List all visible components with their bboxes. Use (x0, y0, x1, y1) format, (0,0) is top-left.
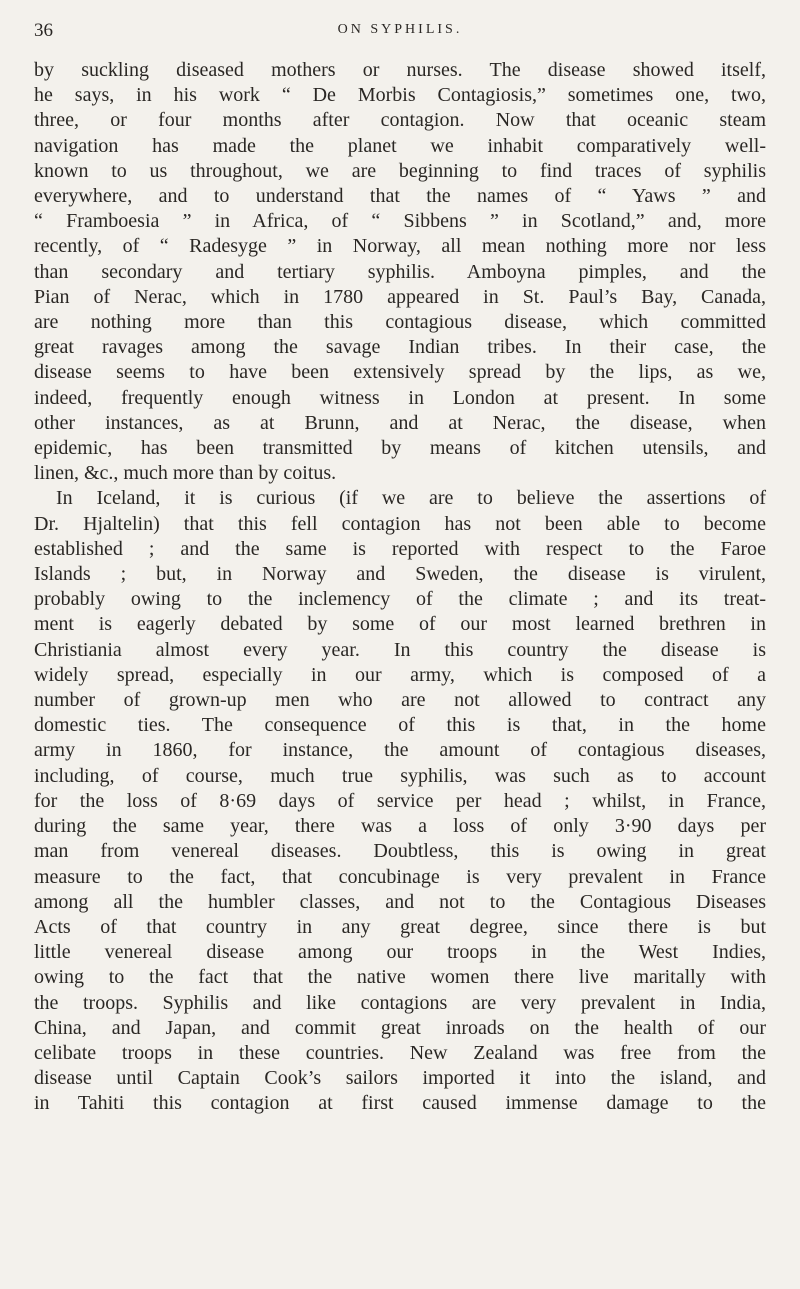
text-line: widely spread, especially in our army, which is composed of a (34, 663, 766, 686)
text-line: ment is eagerly debated by some of our most learned brethren in (34, 613, 766, 636)
text-line: Pian of Nerac, which in 1780 appeared in St. Paul’s Bay, Canada, (34, 285, 766, 308)
text-line: known to us throughout, we are beginning to find traces of syphilis (34, 159, 766, 182)
text-line: army in 1860, for instance, the amount of contagious diseases, (34, 739, 766, 762)
text-line: among all the humbler classes, and not to the Contagious Diseases (34, 890, 766, 913)
text-line: Acts of that country in any great degree, since there is but (34, 915, 766, 938)
page-number: 36 (34, 20, 53, 41)
text-line: little venereal disease among our troops in the West Indies, (34, 941, 766, 964)
text-line: disease until Captain Cook’s sailors imported it into the island, and (34, 1067, 766, 1090)
text-line: In Iceland, it is curious (if we are to believe the assertions of (56, 487, 766, 510)
text-line: he says, in his work “ De Morbis Contagiosis,” sometimes one, two, (34, 84, 766, 107)
text-line: man from venereal diseases. Doubtless, this is owing in great (34, 840, 766, 863)
text-line: three, or four months after contagion. Now that oceanic steam (34, 109, 766, 132)
text-line: for the loss of 8·69 days of service per head ; whilst, in France, (34, 789, 766, 812)
text-line: everywhere, and to understand that the names of “ Yaws ” and (34, 185, 766, 208)
paragraph (34, 58, 766, 486)
text-line: great ravages among the savage Indian tribes. In their case, the (34, 336, 766, 359)
text-line: established ; and the same is reported with respect to the Faroe (34, 537, 766, 560)
text-line: than secondary and tertiary syphilis. Amboyna pimples, and the (34, 260, 766, 283)
text-line: probably owing to the inclemency of the climate ; and its treat- (34, 588, 766, 611)
text-line: by suckling diseased mothers or nurses. The disease showed itself, (34, 59, 766, 81)
text-line: indeed, frequently enough witness in London at present. In some (34, 386, 766, 409)
text-line: Christiania almost every year. In this country the disease is (34, 638, 766, 661)
text-line: “ Framboesia ” in Africa, of “ Sibbens ” in Scotland,” and, more (34, 210, 766, 233)
text-line: disease seems to have been extensively spread by the lips, as we, (34, 361, 766, 384)
text-line: Dr. Hjaltelin) that this fell contagion has not been able to become (34, 512, 766, 535)
text-line: Islands ; but, in Norway and Sweden, the disease is virulent, (34, 563, 766, 586)
text-line: owing to the fact that the native women there live maritally with (34, 966, 766, 989)
text-line: number of grown-up men who are not allowed to contract any (34, 689, 766, 712)
body-text (34, 58, 766, 1117)
text-line: linen, &c., much more than by coitus. (34, 462, 337, 485)
text-line: measure to the fact, that concubinage is very prevalent in France (34, 865, 766, 888)
text-line: China, and Japan, and commit great inroads on the health of our (34, 1016, 766, 1039)
text-line: are nothing more than this contagious disease, which committed (34, 311, 766, 334)
text-line: other instances, as at Brunn, and at Nerac, the disease, when (34, 411, 766, 434)
page-header (34, 20, 766, 46)
text-line: domestic ties. The consequence of this is that, in the home (34, 714, 766, 737)
paragraph (34, 486, 766, 1116)
text-line: celibate troops in these countries. New Zealand was free from the (34, 1041, 766, 1064)
running-head: ON SYPHILIS. (337, 22, 463, 37)
text-line: navigation has made the planet we inhabit comparatively well- (34, 134, 766, 157)
text-line: including, of course, much true syphilis, was such as to account (34, 764, 766, 787)
text-line: recently, of “ Radesyge ” in Norway, all mean nothing more nor less (34, 235, 766, 258)
text-line: during the same year, there was a loss of only 3·90 days per (34, 815, 766, 838)
text-line: in Tahiti this contagion at first caused immense damage to the (34, 1092, 766, 1115)
text-line: the troops. Syphilis and like contagions are very prevalent in India, (34, 991, 766, 1014)
text-line: epidemic, has been transmitted by means of kitchen utensils, and (34, 437, 766, 460)
